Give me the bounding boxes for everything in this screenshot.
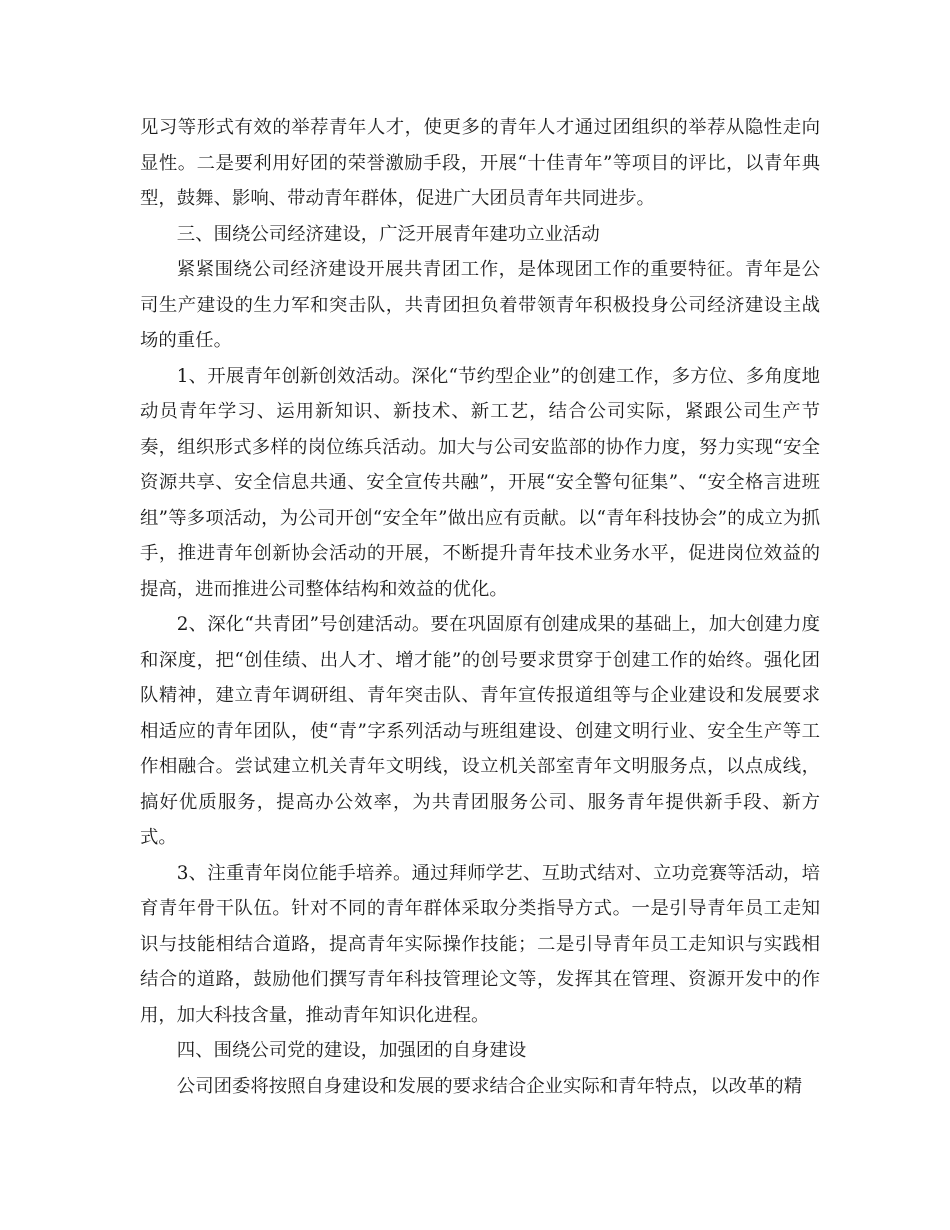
section-heading-four: 四、围绕公司党的建设，加强团的自身建设 — [176, 1040, 527, 1061]
document-body — [140, 110, 820, 1104]
paragraph-self-construction: 公司团委将按照自身建设和发展的要求结合企业实际和青年特点，以改革的精 — [176, 1075, 803, 1097]
paragraph-continuation: 见习等形式有效的举荐青年人才，使更多的青年人才通过团组织的举荐从隐性走向显性。二是要利用好团的荣誉激励手段，开展“十佳青年”等项目的评比，以青年典型，鼓舞、影响、带动青年群体，促进广大团员青年共同进步。 — [140, 117, 820, 209]
paragraph-skill-training: 3、注重青年岗位能手培养。通过拜师学艺、互助式结对、立功竞赛等活动，培育青年骨干队伍。针对不同的青年群体采取分类指导方式。一是引导青年员工走知识与技能相结合道路，提高青年实际操作技能；二是引导青年员工走知识与实践相结合的道路，鼓励他们撰写青年科技管理论文等，发挥其在管理、资源开发中的作用，加大科技含量，推动青年知识化进程。 — [140, 862, 820, 1026]
paragraph-economic-construction: 紧紧围绕公司经济建设开展共青团工作，是体现团工作的重要特征。青年是公司生产建设的生力军和突击队，共青团担负着带领青年积极投身公司经济建设主战场的重任。 — [140, 259, 820, 351]
paragraph-innovation-activities: 1、开展青年创新创效活动。深化“节约型企业”的创建工作，多方位、多角度地动员青年学习、运用新知识、新技术、新工艺，结合公司实际，紧跟公司生产节奏，组织形式多样的岗位练兵活动。加大与公司安监部的协作力度，努力实现“安全资源共享、安全信息共通、安全宣传共融”，开展“安全警句征集”、“安全格言进班组”等多项活动，为公司开创“安全年”做出应有贡献。以“青年科技协会”的成立为抓手，推进青年创新协会活动的开展，不断提升青年技术业务水平，促进岗位效益的提高，进而推进公司整体结构和效益的优化。 — [140, 365, 820, 600]
section-heading-three: 三、围绕公司经济建设，广泛开展青年建功立业活动 — [176, 223, 600, 245]
paragraph-youth-league-creation: 2、深化“共青团”号创建活动。要在巩固原有创建成果的基础上，加大创建力度和深度，把“创佳绩、出人才、增才能”的创号要求贯穿于创建工作的始终。强化团队精神，建立青年调研组、青年突击队、青年宣传报道组等与企业建设和发展要求相适应的青年团队，使“青”字系列活动与班组建设、创建文明行业、安全生产等工作相融合。尝试建立机关青年文明线，设立机关部室青年文明服务点，以点成线，搞好优质服务，提高办公效率，为共青团服务公司、服务青年提供新手段、新方式。 — [140, 614, 820, 848]
